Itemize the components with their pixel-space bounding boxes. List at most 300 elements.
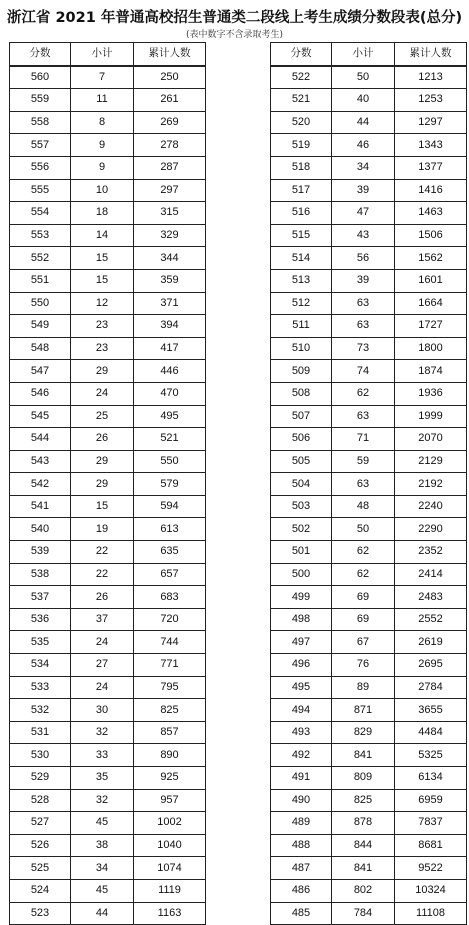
- table-row: [10, 473, 206, 496]
- table-row: [271, 631, 467, 654]
- table-row: [271, 834, 467, 857]
- table-row: [10, 360, 206, 383]
- table-row: [271, 812, 467, 835]
- cell-subtotal: 802: [332, 879, 395, 902]
- cell-score: 554: [10, 202, 71, 225]
- cell-cumulative: 1999: [395, 405, 467, 428]
- cell-subtotal: 809: [332, 767, 395, 790]
- cell-cumulative: 371: [134, 292, 206, 315]
- cell-cumulative: 2483: [395, 586, 467, 609]
- cell-cumulative: 521: [134, 428, 206, 451]
- cell-cumulative: 6959: [395, 789, 467, 812]
- cell-cumulative: 2352: [395, 541, 467, 564]
- cell-subtotal: 35: [71, 767, 134, 790]
- cell-cumulative: 1297: [395, 111, 467, 134]
- table-row: [10, 789, 206, 812]
- cell-cumulative: 470: [134, 382, 206, 405]
- cell-subtotal: 23: [71, 337, 134, 360]
- cell-cumulative: 7837: [395, 812, 467, 835]
- cell-subtotal: 34: [71, 857, 134, 880]
- page-title: 浙江省 2021 年普通高校招生普通类二段线上考生成绩分数段表(总分): [6, 10, 463, 26]
- cell-subtotal: 878: [332, 812, 395, 835]
- cell-score: 510: [271, 337, 332, 360]
- cell-subtotal: 8: [71, 111, 134, 134]
- cell-score: 525: [10, 857, 71, 880]
- cell-score: 552: [10, 247, 71, 270]
- table-row: [10, 66, 206, 89]
- table-row: [10, 834, 206, 857]
- cell-cumulative: 446: [134, 360, 206, 383]
- cell-cumulative: 495: [134, 405, 206, 428]
- page-subtitle: (表中数字不含录取考生): [185, 30, 284, 40]
- cell-subtotal: 33: [71, 744, 134, 767]
- cell-subtotal: 871: [332, 699, 395, 722]
- table-row: [271, 676, 467, 699]
- cell-subtotal: 32: [71, 789, 134, 812]
- cell-subtotal: 18: [71, 202, 134, 225]
- cell-subtotal: 15: [71, 495, 134, 518]
- cell-score: 543: [10, 450, 71, 473]
- cell-score: 509: [271, 360, 332, 383]
- table-row: [10, 202, 206, 225]
- table-row: [10, 315, 206, 338]
- cell-subtotal: 841: [332, 857, 395, 880]
- cell-cumulative: 550: [134, 450, 206, 473]
- table-row: [10, 269, 206, 292]
- cell-subtotal: 24: [71, 631, 134, 654]
- table-row: [10, 156, 206, 179]
- table-row: [271, 608, 467, 631]
- table-row: [271, 179, 467, 202]
- table-row: [271, 473, 467, 496]
- cell-cumulative: 4484: [395, 721, 467, 744]
- cell-cumulative: 9522: [395, 857, 467, 880]
- table-row: [271, 247, 467, 270]
- cell-cumulative: 2192: [395, 473, 467, 496]
- cell-cumulative: 2129: [395, 450, 467, 473]
- cell-score: 538: [10, 563, 71, 586]
- table-row: [10, 608, 206, 631]
- cell-subtotal: 67: [332, 631, 395, 654]
- cell-cumulative: 1800: [395, 337, 467, 360]
- cell-score: 539: [10, 541, 71, 564]
- table-row: [271, 654, 467, 677]
- cell-cumulative: 329: [134, 224, 206, 247]
- table-row: [10, 224, 206, 247]
- cell-cumulative: 2619: [395, 631, 467, 654]
- cell-subtotal: 7: [71, 66, 134, 89]
- cell-score: 494: [271, 699, 332, 722]
- cell-subtotal: 40: [332, 89, 395, 112]
- table-row: [271, 405, 467, 428]
- table-row: [271, 382, 467, 405]
- cell-score: 493: [271, 721, 332, 744]
- cell-subtotal: 841: [332, 744, 395, 767]
- cell-cumulative: 5325: [395, 744, 467, 767]
- cell-score: 497: [271, 631, 332, 654]
- cell-score: 514: [271, 247, 332, 270]
- table-row: [271, 269, 467, 292]
- cell-cumulative: 287: [134, 156, 206, 179]
- table-row: [271, 111, 467, 134]
- cell-score: 524: [10, 879, 71, 902]
- cell-subtotal: 38: [71, 834, 134, 857]
- cell-score: 495: [271, 676, 332, 699]
- cell-score: 513: [271, 269, 332, 292]
- cell-subtotal: 47: [332, 202, 395, 225]
- cell-subtotal: 784: [332, 902, 395, 925]
- table-row: [271, 563, 467, 586]
- cell-subtotal: 56: [332, 247, 395, 270]
- cell-score: 498: [271, 608, 332, 631]
- cell-score: 548: [10, 337, 71, 360]
- cell-subtotal: 63: [332, 292, 395, 315]
- cell-cumulative: 1936: [395, 382, 467, 405]
- cell-cumulative: 2695: [395, 654, 467, 677]
- cell-cumulative: 1463: [395, 202, 467, 225]
- table-row: [10, 586, 206, 609]
- cell-cumulative: 6134: [395, 767, 467, 790]
- cell-cumulative: 344: [134, 247, 206, 270]
- cell-subtotal: 59: [332, 450, 395, 473]
- cell-score: 544: [10, 428, 71, 451]
- cell-subtotal: 73: [332, 337, 395, 360]
- table-row: [271, 315, 467, 338]
- cell-score: 542: [10, 473, 71, 496]
- cell-cumulative: 744: [134, 631, 206, 654]
- cell-subtotal: 24: [71, 676, 134, 699]
- table-row: [10, 879, 206, 902]
- cell-subtotal: 32: [71, 721, 134, 744]
- cell-cumulative: 1601: [395, 269, 467, 292]
- cell-cumulative: 11108: [395, 902, 467, 925]
- cell-cumulative: 1664: [395, 292, 467, 315]
- cell-score: 527: [10, 812, 71, 835]
- cell-subtotal: 25: [71, 405, 134, 428]
- cell-score: 488: [271, 834, 332, 857]
- cell-score: 528: [10, 789, 71, 812]
- cell-cumulative: 261: [134, 89, 206, 112]
- table-row: [10, 450, 206, 473]
- table-row: [271, 541, 467, 564]
- cell-cumulative: 1416: [395, 179, 467, 202]
- cell-subtotal: 30: [71, 699, 134, 722]
- cell-subtotal: 10: [71, 179, 134, 202]
- table-row: [10, 699, 206, 722]
- cell-score: 532: [10, 699, 71, 722]
- table-row: [10, 541, 206, 564]
- cell-cumulative: 825: [134, 699, 206, 722]
- table-row: [10, 518, 206, 541]
- table-row: [271, 89, 467, 112]
- cell-subtotal: 50: [332, 66, 395, 89]
- cell-subtotal: 24: [71, 382, 134, 405]
- table-row: [10, 857, 206, 880]
- table-row: [10, 676, 206, 699]
- cell-score: 487: [271, 857, 332, 880]
- cell-score: 499: [271, 586, 332, 609]
- cell-score: 489: [271, 812, 332, 835]
- cell-score: 557: [10, 134, 71, 157]
- header-score: 分数: [271, 43, 332, 66]
- cell-subtotal: 76: [332, 654, 395, 677]
- cell-cumulative: 1874: [395, 360, 467, 383]
- cell-score: 526: [10, 834, 71, 857]
- cell-score: 490: [271, 789, 332, 812]
- cell-score: 522: [271, 66, 332, 89]
- cell-score: 529: [10, 767, 71, 790]
- cell-cumulative: 720: [134, 608, 206, 631]
- cell-subtotal: 45: [71, 879, 134, 902]
- table-row: [271, 292, 467, 315]
- cell-cumulative: 269: [134, 111, 206, 134]
- cell-score: 533: [10, 676, 71, 699]
- cell-cumulative: 1253: [395, 89, 467, 112]
- cell-score: 550: [10, 292, 71, 315]
- cell-score: 503: [271, 495, 332, 518]
- cell-cumulative: 2414: [395, 563, 467, 586]
- cell-subtotal: 37: [71, 608, 134, 631]
- cell-subtotal: 12: [71, 292, 134, 315]
- cell-cumulative: 683: [134, 586, 206, 609]
- cell-cumulative: 3655: [395, 699, 467, 722]
- cell-score: 485: [271, 902, 332, 925]
- table-row: [271, 156, 467, 179]
- cell-score: 491: [271, 767, 332, 790]
- cell-score: 531: [10, 721, 71, 744]
- cell-score: 507: [271, 405, 332, 428]
- table-row: [10, 111, 206, 134]
- cell-subtotal: 39: [332, 269, 395, 292]
- table-row: [271, 902, 467, 925]
- cell-cumulative: 594: [134, 495, 206, 518]
- table-row: [271, 699, 467, 722]
- cell-subtotal: 22: [71, 541, 134, 564]
- cell-score: 530: [10, 744, 71, 767]
- cell-score: 521: [271, 89, 332, 112]
- cell-score: 551: [10, 269, 71, 292]
- cell-subtotal: 23: [71, 315, 134, 338]
- table-row: [271, 857, 467, 880]
- cell-subtotal: 89: [332, 676, 395, 699]
- cell-subtotal: 29: [71, 473, 134, 496]
- cell-cumulative: 657: [134, 563, 206, 586]
- cell-subtotal: 43: [332, 224, 395, 247]
- table-row: [10, 721, 206, 744]
- cell-score: 501: [271, 541, 332, 564]
- cell-subtotal: 62: [332, 541, 395, 564]
- cell-subtotal: 34: [332, 156, 395, 179]
- cell-score: 502: [271, 518, 332, 541]
- cell-subtotal: 44: [332, 111, 395, 134]
- cell-score: 505: [271, 450, 332, 473]
- cell-cumulative: 635: [134, 541, 206, 564]
- cell-score: 541: [10, 495, 71, 518]
- cell-score: 517: [271, 179, 332, 202]
- cell-cumulative: 1119: [134, 879, 206, 902]
- cell-score: 537: [10, 586, 71, 609]
- cell-cumulative: 417: [134, 337, 206, 360]
- table-row: [10, 179, 206, 202]
- cell-subtotal: 22: [71, 563, 134, 586]
- cell-subtotal: 69: [332, 608, 395, 631]
- cell-subtotal: 829: [332, 721, 395, 744]
- table-header-row: [271, 43, 467, 66]
- table-row: [271, 518, 467, 541]
- table-row: [271, 586, 467, 609]
- cell-subtotal: 9: [71, 156, 134, 179]
- score-table-left: [9, 42, 206, 925]
- table-row: [10, 292, 206, 315]
- table-row: [271, 428, 467, 451]
- table-row: [10, 382, 206, 405]
- cell-score: 518: [271, 156, 332, 179]
- table-row: [10, 631, 206, 654]
- cell-cumulative: 1074: [134, 857, 206, 880]
- cell-score: 506: [271, 428, 332, 451]
- cell-subtotal: 825: [332, 789, 395, 812]
- cell-subtotal: 19: [71, 518, 134, 541]
- cell-score: 523: [10, 902, 71, 925]
- cell-cumulative: 315: [134, 202, 206, 225]
- cell-subtotal: 844: [332, 834, 395, 857]
- cell-score: 549: [10, 315, 71, 338]
- cell-cumulative: 579: [134, 473, 206, 496]
- cell-cumulative: 613: [134, 518, 206, 541]
- cell-cumulative: 925: [134, 767, 206, 790]
- table-row: [271, 202, 467, 225]
- table-row: [271, 767, 467, 790]
- cell-score: 520: [271, 111, 332, 134]
- table-row: [10, 495, 206, 518]
- cell-cumulative: 1163: [134, 902, 206, 925]
- cell-score: 508: [271, 382, 332, 405]
- table-row: [10, 405, 206, 428]
- cell-score: 560: [10, 66, 71, 89]
- cell-cumulative: 890: [134, 744, 206, 767]
- cell-subtotal: 48: [332, 495, 395, 518]
- cell-subtotal: 62: [332, 563, 395, 586]
- header-cumulative: 累计人数: [395, 43, 467, 66]
- table-row: [271, 360, 467, 383]
- table-row: [271, 495, 467, 518]
- cell-subtotal: 27: [71, 654, 134, 677]
- table-row: [271, 450, 467, 473]
- cell-score: 559: [10, 89, 71, 112]
- table-row: [10, 654, 206, 677]
- cell-cumulative: 2552: [395, 608, 467, 631]
- table-row: [271, 337, 467, 360]
- cell-cumulative: 278: [134, 134, 206, 157]
- header-cumulative: 累计人数: [134, 43, 206, 66]
- cell-cumulative: 1562: [395, 247, 467, 270]
- cell-score: 511: [271, 315, 332, 338]
- cell-score: 558: [10, 111, 71, 134]
- cell-subtotal: 63: [332, 405, 395, 428]
- cell-subtotal: 71: [332, 428, 395, 451]
- table-row: [10, 812, 206, 835]
- cell-cumulative: 359: [134, 269, 206, 292]
- table-row: [10, 89, 206, 112]
- table-row: [10, 247, 206, 270]
- cell-subtotal: 39: [332, 179, 395, 202]
- header-score: 分数: [10, 43, 71, 66]
- cell-cumulative: 2784: [395, 676, 467, 699]
- table-row: [10, 902, 206, 925]
- cell-cumulative: 957: [134, 789, 206, 812]
- cell-cumulative: 8681: [395, 834, 467, 857]
- cell-cumulative: 1213: [395, 66, 467, 89]
- table-row: [271, 721, 467, 744]
- cell-cumulative: 1002: [134, 812, 206, 835]
- cell-cumulative: 1377: [395, 156, 467, 179]
- cell-subtotal: 44: [71, 902, 134, 925]
- cell-cumulative: 771: [134, 654, 206, 677]
- cell-cumulative: 297: [134, 179, 206, 202]
- cell-score: 556: [10, 156, 71, 179]
- cell-score: 534: [10, 654, 71, 677]
- cell-subtotal: 45: [71, 812, 134, 835]
- cell-score: 486: [271, 879, 332, 902]
- cell-score: 546: [10, 382, 71, 405]
- cell-score: 512: [271, 292, 332, 315]
- cell-score: 547: [10, 360, 71, 383]
- score-table-right: [270, 42, 467, 925]
- table-row: [271, 879, 467, 902]
- cell-subtotal: 29: [71, 450, 134, 473]
- cell-subtotal: 11: [71, 89, 134, 112]
- cell-score: 516: [271, 202, 332, 225]
- cell-cumulative: 2240: [395, 495, 467, 518]
- table-row: [10, 428, 206, 451]
- cell-score: 504: [271, 473, 332, 496]
- table-row: [10, 744, 206, 767]
- table-row: [271, 789, 467, 812]
- table-row: [10, 563, 206, 586]
- cell-score: 540: [10, 518, 71, 541]
- cell-cumulative: 2290: [395, 518, 467, 541]
- table-row: [10, 134, 206, 157]
- cell-subtotal: 26: [71, 428, 134, 451]
- cell-score: 500: [271, 563, 332, 586]
- cell-subtotal: 14: [71, 224, 134, 247]
- cell-score: 555: [10, 179, 71, 202]
- cell-score: 515: [271, 224, 332, 247]
- cell-score: 553: [10, 224, 71, 247]
- cell-subtotal: 15: [71, 269, 134, 292]
- header-subtotal: 小计: [71, 43, 134, 66]
- cell-cumulative: 394: [134, 315, 206, 338]
- cell-score: 492: [271, 744, 332, 767]
- cell-cumulative: 1727: [395, 315, 467, 338]
- cell-score: 519: [271, 134, 332, 157]
- cell-score: 536: [10, 608, 71, 631]
- cell-subtotal: 63: [332, 473, 395, 496]
- table-row: [271, 224, 467, 247]
- cell-subtotal: 62: [332, 382, 395, 405]
- cell-subtotal: 15: [71, 247, 134, 270]
- table-row: [271, 66, 467, 89]
- cell-subtotal: 69: [332, 586, 395, 609]
- cell-cumulative: 1343: [395, 134, 467, 157]
- cell-subtotal: 50: [332, 518, 395, 541]
- cell-subtotal: 63: [332, 315, 395, 338]
- cell-score: 545: [10, 405, 71, 428]
- cell-subtotal: 46: [332, 134, 395, 157]
- cell-cumulative: 1506: [395, 224, 467, 247]
- header-subtotal: 小计: [332, 43, 395, 66]
- cell-cumulative: 857: [134, 721, 206, 744]
